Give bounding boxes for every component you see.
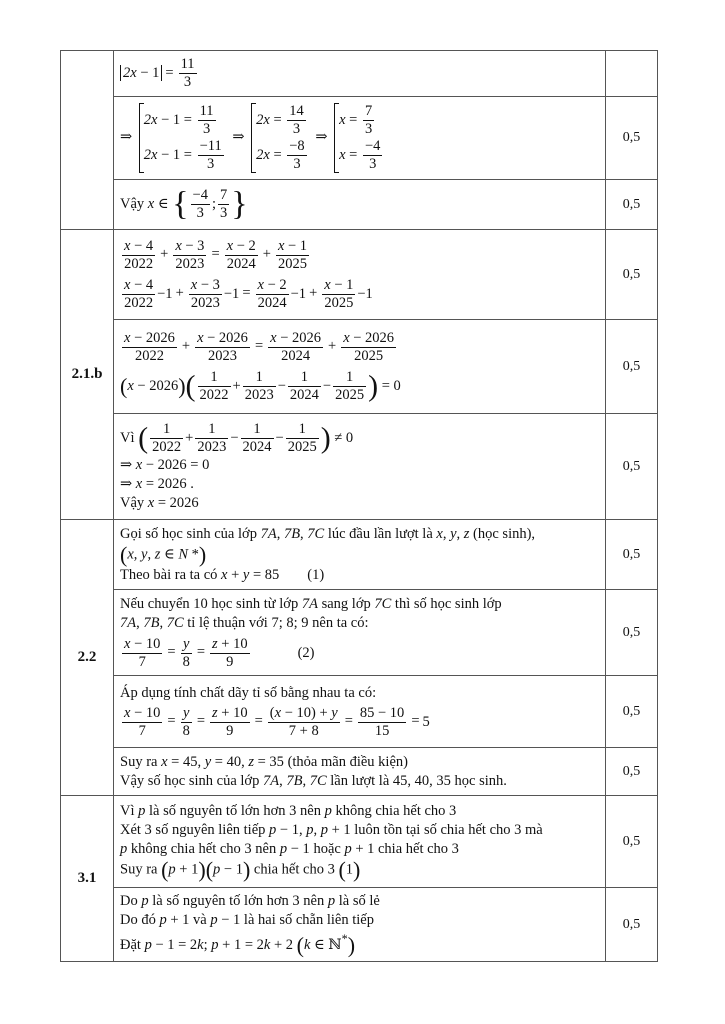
step-content: Vì ( $\frac{1}{2022}$ + $\frac{1}{2023}$ − $\frac{1}{2024}$ − $\frac{1}{2025}$ ) ≠ 0 ⇒ x − 2026 = 0 ⇒ x = 2026 . Vậy x = 2026 [114, 414, 606, 520]
section-label: 2.1.b [61, 230, 114, 520]
score-cell [606, 51, 658, 97]
step-content: Áp dụng tính chất dãy tỉ số bằng nhau ta có: $\frac{x - 10}{7}$ = $\frac{y}{8}$ = $\frac{z + 10}{9}$ = $\frac{(x - 10) + y}{7 + 8}$ = $\frac{85 - 10}{15}$ = 5 [114, 676, 606, 748]
score-cell: 0,5 [606, 414, 658, 520]
step-content: Vì p là số nguyên tố lớn hơn 3 nên p không chia hết cho 3 Xét 3 số nguyên liên tiếp p − 1, p, p + 1 luôn tồn tại số chia hết cho 3 mà p không chia hết cho 3 nên p − 1 hoặc p + 1 chia hết cho 3 Suy ra (p + 1)(p − 1) chia hết cho 3 (1) [114, 796, 606, 888]
table-row [61, 230, 658, 320]
table-row [61, 320, 658, 414]
table-row [61, 748, 658, 796]
step-content: $\frac{x - 2026}{2022}$ + $\frac{x - 2026}{2023}$ = $\frac{x - 2026}{2024}$ + $\frac{x - 2026}{2025}$ (x − 2026)( $\frac{1}{2022}$ + $\frac{1}{2023}$ − $\frac{1}{2024}$ − $\frac{1}{2025}$ ) = 0 [114, 320, 606, 414]
score-cell: 0,5 [606, 320, 658, 414]
table-row [61, 590, 658, 676]
section-label-empty [61, 51, 114, 230]
step-content: ⇒ 2x − 1 = $\frac{11}{3}$ 2x − 1 = $\frac{-11}{3}$ ⇒ 2x = $\frac{14}{3}$ 2x = $\frac{-8}{3}$ ⇒ x = $\frac{7}{3}$ x = $\frac{-4}{3}$ [114, 97, 606, 180]
table-row [61, 51, 658, 97]
table-row [61, 796, 658, 888]
score-cell: 0,5 [606, 230, 658, 320]
section-label: 3.1 [61, 796, 114, 962]
table-row [61, 888, 658, 962]
score-cell: 0,5 [606, 97, 658, 180]
score-cell: 0,5 [606, 590, 658, 676]
step-content: $\frac{x - 4}{2022}$ + $\frac{x - 3}{2023}$ = $\frac{x - 2}{2024}$ + $\frac{x - 1}{2025}$ $\frac{x - 4}{2022}$ −1 + $\frac{x - 3}{2023}$ −1 = $\frac{x - 2}{2024}$ −1 + $\frac{x - 1}{2025}$ −1 [114, 230, 606, 320]
score-cell: 0,5 [606, 748, 658, 796]
step-content: Gọi số học sinh của lớp 7A, 7B, 7C lúc đầu lần lượt là x, y, z (học sinh), (x, y, z ∈ N *) Theo bài ra ta có x + y = 85 (1) [114, 520, 606, 590]
step-content: Nếu chuyển 10 học sinh từ lớp 7A sang lớp 7C thì số học sinh lớp 7A, 7B, 7C tỉ lệ thuận với 7; 8; 9 nên ta có: $\frac{x - 10}{7}$ = $\frac{y}{8}$ = $\frac{z + 10}{9}$ (2) [114, 590, 606, 676]
answer-table [60, 50, 658, 962]
score-cell: 0,5 [606, 888, 658, 962]
table-row [61, 180, 658, 230]
section-label: 2.2 [61, 520, 114, 796]
score-cell: 0,5 [606, 520, 658, 590]
table-row [61, 676, 658, 748]
score-cell: 0,5 [606, 180, 658, 230]
table-row [61, 414, 658, 520]
step-content: Suy ra x = 45, y = 40, z = 35 (thỏa mãn điều kiện) Vậy số học sinh của lớp 7A, 7B, 7C lần lượt là 45, 40, 35 học sinh. [114, 748, 606, 796]
table-row [61, 97, 658, 180]
score-cell: 0,5 [606, 796, 658, 888]
step-content: 2x − 1 = $\frac{11}{3}$ [114, 51, 606, 97]
step-content: Vậy x ∈ { $\frac{-4}{3}$ ; $\frac{7}{3}$ } [114, 180, 606, 230]
table-row [61, 520, 658, 590]
step-content: Do p là số nguyên tố lớn hơn 3 nên p là số lẻ Do đó p + 1 và p − 1 là hai số chẵn liên tiếp Đặt p − 1 = 2k; p + 1 = 2k + 2 (k ∈ ℕ*) [114, 888, 606, 962]
score-cell: 0,5 [606, 676, 658, 748]
